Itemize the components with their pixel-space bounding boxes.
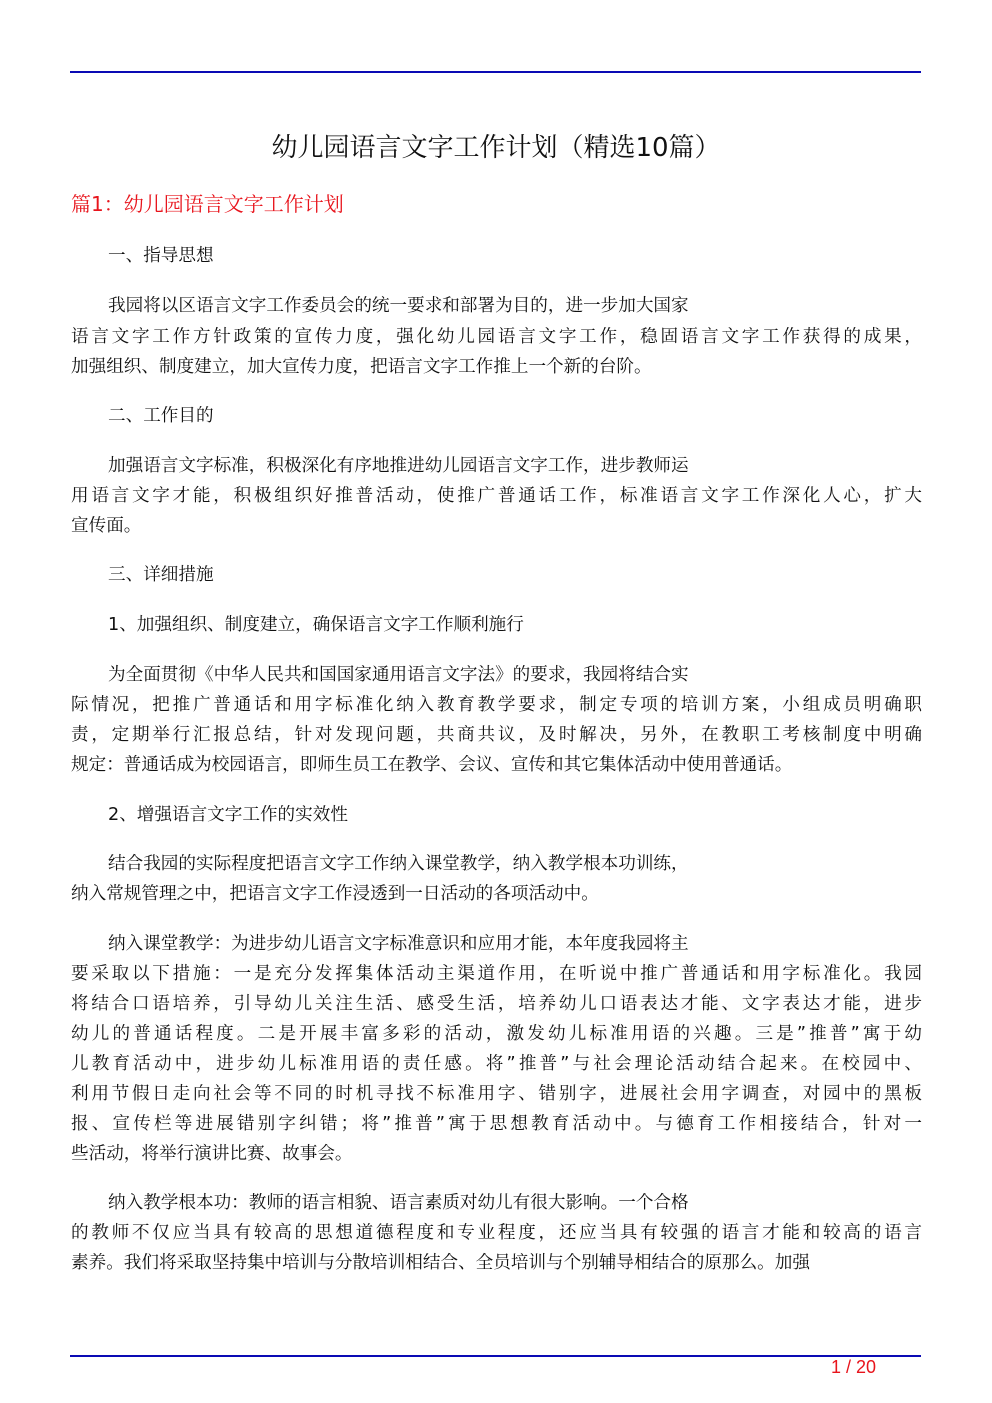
- section-heading: 1、加强组织、制度建立，确保语言文字工作顺利施行: [108, 615, 524, 635]
- paragraph-line: 幼儿的普通话程度。二是开展丰富多彩的活动，激发幼儿标准用语的兴趣。三是”推普”寓于幼: [71, 1024, 922, 1044]
- paragraph-line: 责，定期举行汇报总结，针对发现问题，共商共议，及时解决，另外，在教职工考核制度中明确: [71, 725, 922, 745]
- section-heading: 2、增强语言文字工作的实效性: [108, 805, 348, 825]
- paragraph-line: 规定：普通话成为校园语言，即师生员工在教学、会议、宣传和其它集体活动中使用普通话。: [71, 755, 793, 775]
- paragraph-line: 用语言文字才能，积极组织好推普活动，使推广普通话工作，标准语言文字工作深化人心，扩大: [71, 486, 922, 506]
- section-heading: 二、工作目的: [108, 406, 214, 426]
- paragraph-line: 将结合口语培养，引导幼儿关注生活、感受生活，培养幼儿口语表达才能、文字表达才能，进步: [71, 994, 922, 1014]
- paragraph-line: 些活动，将举行演讲比赛、故事会。: [71, 1144, 353, 1164]
- paragraph-line: 素养。我们将采取坚持集中培训与分散培训相结合、全员培训与个别辅导相结合的原那么。加强: [71, 1253, 810, 1273]
- paragraph-line: 利用节假日走向社会等不同的时机寻找不标准用字、错别字，进展社会用字调查，对园中的黑板: [71, 1084, 922, 1104]
- section-heading: 一、指导思想: [108, 246, 214, 266]
- footer-rule: [70, 1355, 921, 1357]
- paragraph-line: 纳入常规管理之中，把语言文字工作浸透到一日活动的各项活动中。: [71, 884, 599, 904]
- paragraph-line: 纳入教学根本功：教师的语言相貌、语言素质对幼儿有很大影响。一个合格: [108, 1193, 689, 1213]
- section-heading: 三、详细措施: [108, 565, 214, 585]
- paragraph-line: 儿教育活动中，进步幼儿标准用语的责任感。将”推普”与社会理论活动结合起来。在校园中、: [71, 1054, 922, 1074]
- paragraph-line: 为全面贯彻《中华人民共和国国家通用语言文字法》的要求，我园将结合实: [108, 665, 689, 685]
- paragraph-line: 我园将以区语言文字工作委员会的统一要求和部署为目的，进一步加大国家: [108, 296, 689, 316]
- paragraph-line: 加强组织、制度建立，加大宣传力度，把语言文字工作推上一个新的台阶。: [71, 357, 652, 377]
- page-number: 1 / 20: [830, 1357, 876, 1377]
- paragraph-line: 的教师不仅应当具有较高的思想道德程度和专业程度，还应当具有较强的语言才能和较高的语言: [71, 1223, 922, 1243]
- paragraph-line: 结合我园的实际程度把语言文字工作纳入课堂教学，纳入教学根本功训练，: [108, 854, 689, 874]
- paragraph-line: 纳入课堂教学：为进步幼儿语言文字标准意识和应用才能，本年度我园将主: [108, 934, 689, 954]
- header-rule: [70, 71, 921, 73]
- document-title: 幼儿园语言文字工作计划（精选10篇）: [271, 133, 721, 163]
- paragraph-line: 际情况，把推广普通话和用字标准化纳入教育教学要求，制定专项的培训方案，小组成员明确职: [71, 695, 922, 715]
- paragraph-line: 语言文字工作方针政策的宣传力度，强化幼儿园语言文字工作，稳固语言文字工作获得的成果，: [71, 327, 922, 347]
- paragraph-line: 宣传面。: [71, 516, 142, 536]
- paragraph-line: 加强语言文字标准，积极深化有序地推进幼儿园语言文字工作，进步教师运: [108, 456, 689, 476]
- paragraph-line: 报、宣传栏等进展错别字纠错；将”推普”寓于思想教育活动中。与德育工作相接结合，针对一: [71, 1114, 922, 1134]
- paragraph-line: 要采取以下措施：一是充分发挥集体活动主渠道作用，在听说中推广普通话和用字标准化。我园: [71, 964, 922, 984]
- section-title: 篇1：幼儿园语言文字工作计划: [71, 192, 344, 216]
